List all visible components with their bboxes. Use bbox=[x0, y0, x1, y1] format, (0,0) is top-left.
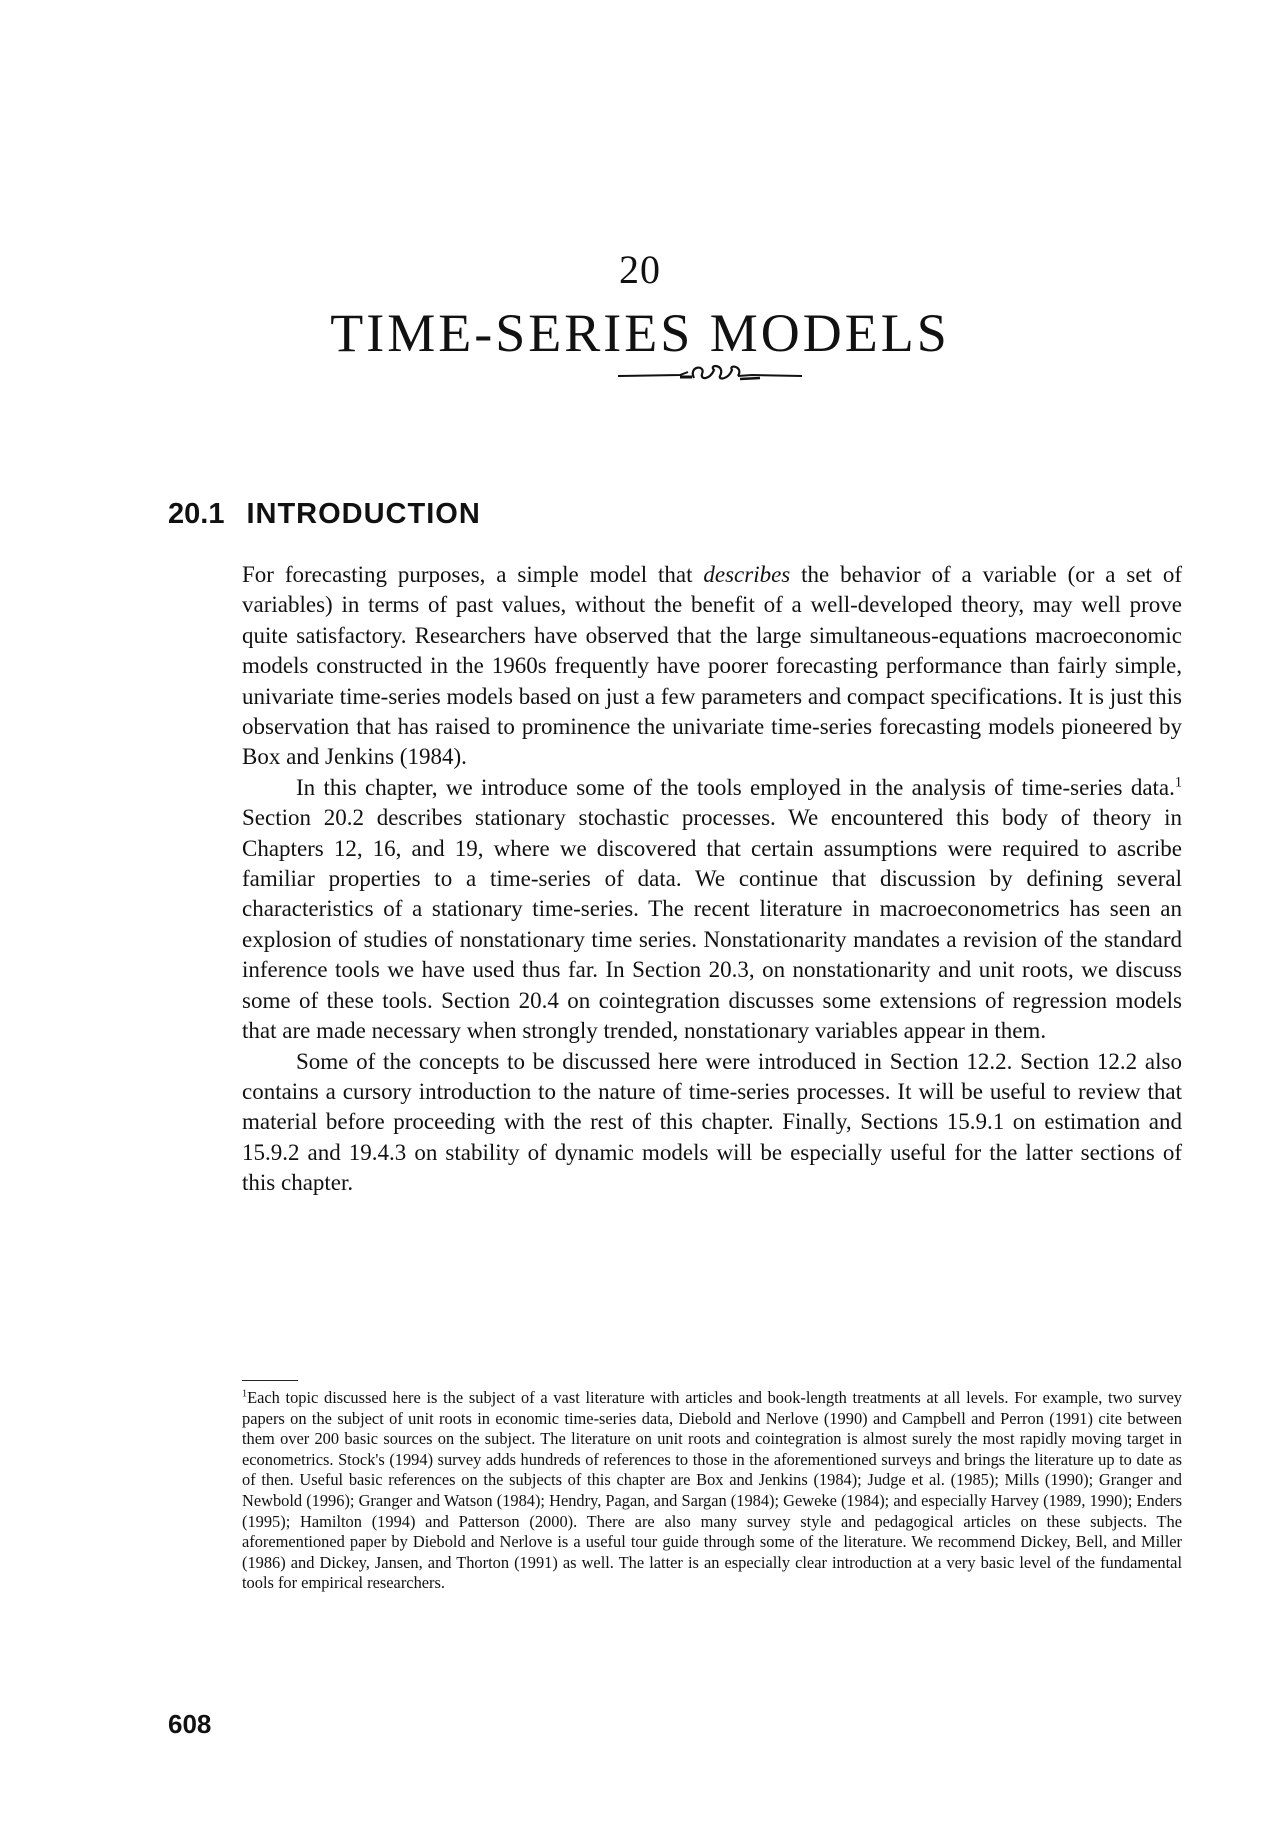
chapter-number: 20 bbox=[619, 247, 661, 292]
paragraph-3: Some of the concepts to be discussed here were introduced in Section 12.2. Section 12.2 also contains a cursory introduction to the nature of time-series processes. It will be useful to review that material before proceeding with the rest of this chapter. Finally, Sections 15.9.1 on estimation and 15.9.2 and 19.4.3 on stability of dynamic models will be especially useful for the latter sections of this chapter. bbox=[242, 1048, 1182, 1196]
footnote-marker: 1 bbox=[242, 1388, 248, 1400]
body-text bbox=[242, 560, 1182, 1199]
footnote-divider bbox=[242, 1380, 298, 1381]
paragraph-1 bbox=[242, 560, 1182, 773]
footnote-reference[interactable]: 1 bbox=[1174, 774, 1182, 791]
ornament-flourish-icon bbox=[610, 362, 810, 384]
paragraph-1-emphasis: describes bbox=[703, 562, 791, 587]
page-number: 608 bbox=[168, 1709, 212, 1739]
section-number: 20.1 bbox=[168, 498, 225, 530]
footnote bbox=[242, 1388, 1182, 1594]
paragraph-1-end: the behavior of a variable (or a set of variables) in terms of past values, without the benefit of a well-developed theory, may well prove quite satisfactory. Researchers have observed that the large simultaneous-equations macroeconomic models constructed in the 1960s frequently have poorer forecasting performance than fairly simple, univariate time-series models based on just a few parameters and compact specifications. It is just this observation that has raised to prominence the univariate time-series forecasting models pioneered by Box and Jenkins (1984). bbox=[242, 562, 1182, 770]
paragraph-2 bbox=[242, 773, 1182, 1047]
paragraph-2-start: In this chapter, we introduce some of the tools employed in the analysis of time-series data. bbox=[296, 774, 1175, 800]
chapter-title: TIME-SERIES MODELS bbox=[330, 303, 950, 363]
paragraph-2-end: Section 20.2 describes stationary stochastic processes. We encountered this body of theory in Chapters 12, 16, and 19, where we discovered that certain assumptions were required to ascribe familiar properties to a time-series of data. We continue that discussion by defining several characteristics of a stationary time-series. The recent literature in macroeconometrics has seen an explosion of studies of nonstationary time series. Nonstationarity mandates a revision of the standard inference tools we have used thus far. In Section 20.3, on nonstationarity and unit roots, we discuss some of these tools. Section 20.4 on cointegration discusses some extensions of regression models that are made necessary when strongly trended, nonstationary variables appear in them. bbox=[242, 805, 1182, 1044]
section-title: INTRODUCTION bbox=[246, 498, 481, 530]
paragraph-1-start: For forecasting purposes, a simple model that bbox=[242, 562, 704, 587]
section-heading bbox=[168, 498, 481, 531]
footnote-text: Each topic discussed here is the subject of a vast literature with articles and book-length treatments at all levels. For example, two survey papers on the subject of unit roots in economic time-series data, Diebold and Nerlove (1990) and Campbell and Perron (1991) cite between them over 200 basic sources on the subject. The literature on unit roots and cointegration is almost surely the most rapidly moving target in econometrics. Stock's (1994) survey adds hundreds of references to those in the aforementioned surveys and brings the literature up to date as of then. Useful basic references on the subjects of this chapter are Box and Jenkins (1984); Judge et al. (1985); Mills (1990); Granger and Newbold (1996); Granger and Watson (1984); Hendry, Pagan, and Sargan (1984); Geweke (1984); and especially Harvey (1989, 1990); Enders (1995); Hamilton (1994) and Patterson (2000). There are also many survey style and pedagogical articles on these subjects. The aforementioned paper by Diebold and Nerlove is a useful tour guide through some of the literature. We recommend Dickey, Bell, and Miller (1986) and Dickey, Jansen, and Thorton (1991) as well. The latter is an especially clear introduction at a very basic level of the fundamental tools for empirical researchers. bbox=[242, 1388, 1182, 1593]
